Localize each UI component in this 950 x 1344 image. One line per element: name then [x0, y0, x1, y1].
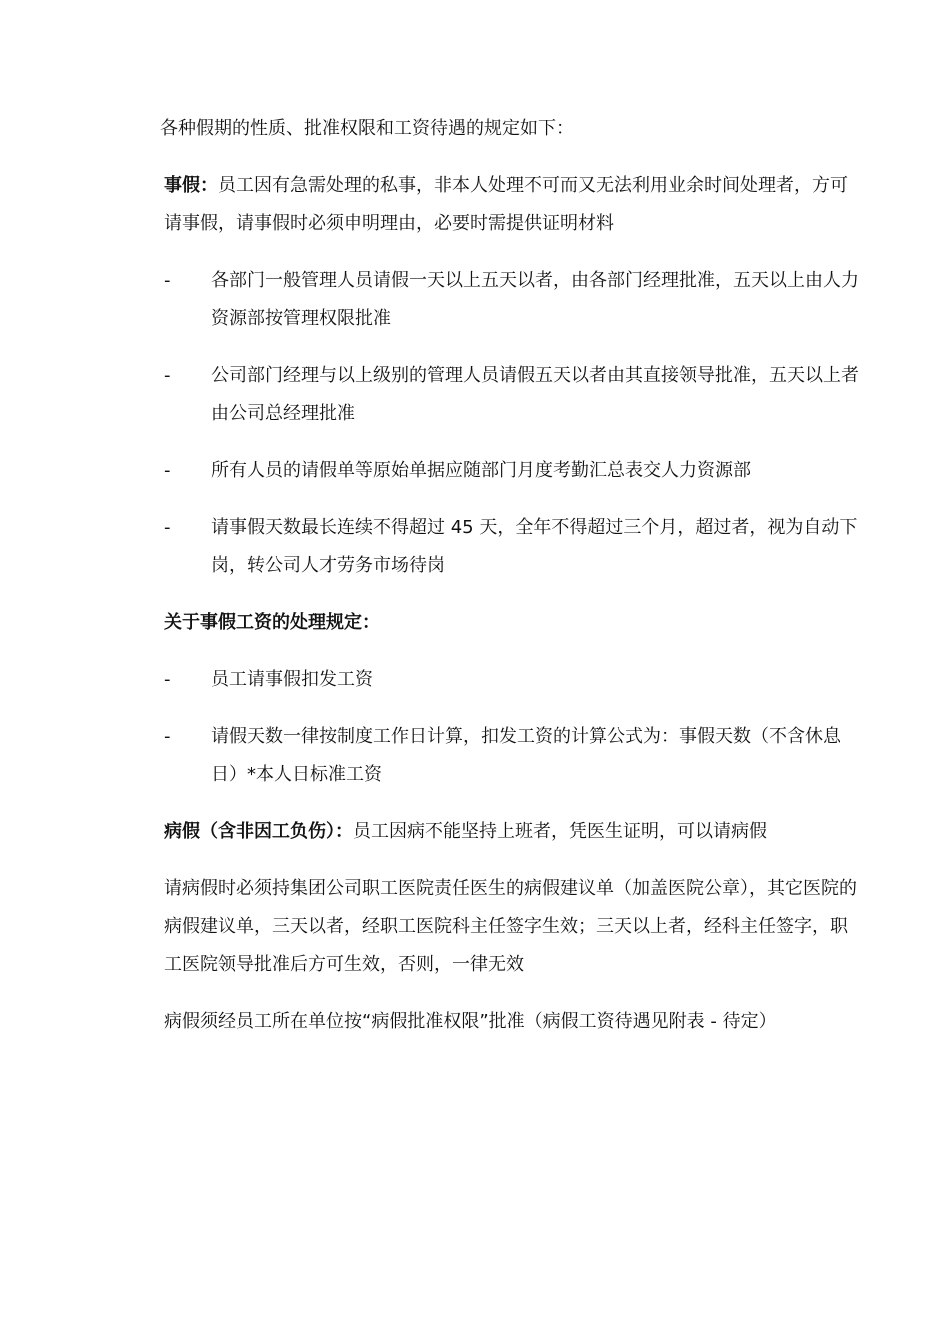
bullet-dash: - [164, 365, 171, 386]
intro-text: 各种假期的性质、批准权限和工资待遇的规定如下： [160, 118, 574, 139]
list-item [164, 357, 864, 433]
bullet-text: 所有人员的请假单等原始单据应随部门月度考勤汇总表交人力资源部 [211, 460, 751, 481]
bullet-dash: - [164, 517, 171, 538]
bullet-dash: - [164, 669, 171, 690]
sick-leave-text: 员工因病不能坚持上班者，凭医生证明，可以请病假 [353, 821, 767, 842]
bullet-text: 员工请事假扣发工资 [211, 669, 373, 690]
sick-leave-paragraph [164, 813, 767, 851]
bullet-text: 请事假天数最长连续不得超过 45 天，全年不得超过三个月，超过者，视为自动下岗，转公司人才劳务市场待岗 [211, 517, 858, 576]
bullet-dash: - [164, 460, 171, 481]
list-item [164, 661, 864, 699]
personal-leave-heading: 事假： [164, 175, 218, 196]
bullet-dash: - [164, 726, 171, 747]
bullet-text: 请假天数一律按制度工作日计算，扣发工资的计算公式为：事假天数（不含休息日）*本人日标准工资 [211, 726, 841, 785]
bullet-text: 各部门一般管理人员请假一天以上五天以者，由各部门经理批准，五天以上由人力资源部按管理权限批准 [211, 270, 859, 329]
bullet-dash: - [164, 270, 171, 291]
sick-leave-heading: 病假（含非因工负伤）： [164, 821, 353, 842]
salary-rules-heading: 关于事假工资的处理规定： [164, 612, 380, 633]
bullet-text: 公司部门经理与以上级别的管理人员请假五天以者由其直接领导批准，五天以上者由公司总经理批准 [211, 365, 859, 424]
list-item [164, 718, 864, 794]
personal-leave-paragraph [164, 167, 864, 243]
sick-leave-paragraph-2: 请病假时必须持集团公司职工医院责任医生的病假建议单（加盖医院公章），其它医院的病假建议单，三天以者，经职工医院科主任签字生效；三天以上者，经科主任签字，职工医院领导批准后方可生效，否则，一律无效 [164, 878, 857, 975]
list-item [164, 262, 864, 338]
sick-leave-paragraph-3: 病假须经员工所在单位按“病假批准权限”批准（病假工资待遇见附表 - 待定） [164, 1011, 777, 1032]
personal-leave-text: 员工因有急需处理的私事，非本人处理不可而又无法利用业余时间处理者，方可请事假，请事假时必须申明理由，必要时需提供证明材料 [164, 175, 848, 234]
list-item [164, 509, 864, 585]
list-item [164, 452, 864, 490]
